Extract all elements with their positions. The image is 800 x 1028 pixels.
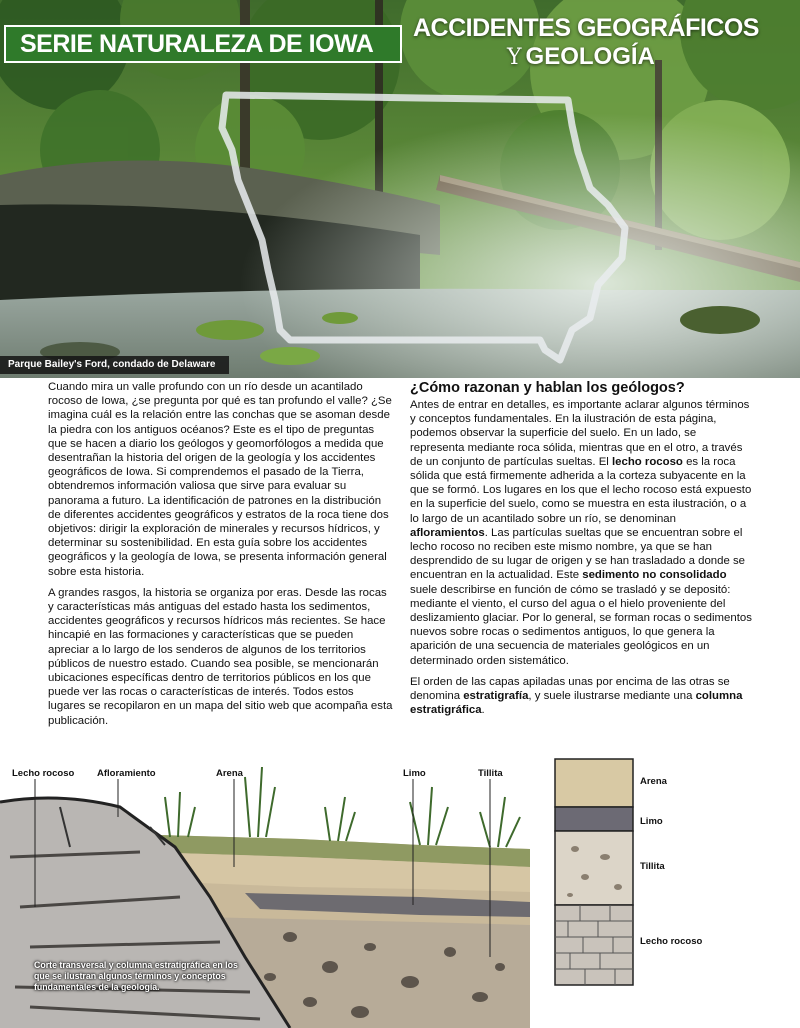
term-outcrops: afloramientos [410,526,485,539]
topic-heading [413,14,793,73]
label-bedrock: Lecho rocoso [12,768,75,779]
series-title: SERIE NATURALEZA DE IOWA [20,29,374,58]
left-column [48,380,394,735]
section-title: ¿Cómo razonan y hablan los geólogos? [410,380,685,396]
text-run: . [481,704,485,717]
term-stratigraphic-column: columna estratigráfica [410,690,743,717]
column-bedrock-layer [555,905,633,985]
photo-caption: Parque Bailey's Ford, condado de Delaware [0,356,229,374]
term-unconsolidated-sediment: sedimento no consolidado [582,569,727,582]
intro-paragraph: Cuando mira un valle profundo con un río desde un acantilado rocoso de Iowa, ¿se pregunta por qué es tan profundo el valle? ¿Se imagina cuál es la relación entre las conchas que se asoman desde la piedra con los antiguos océanos? Este es el tipo de preguntas que se hacen a diario los geólogos y geomorfólogos a medida que desentrañan la historia del origen de la geología y los accidentes geográficos de Iowa. Si comprendemos el pasado de la Tierra, obtendremos información valiosa que sirve para evaluar su panorama a futuro. La identificación de patrones en la distribución de diferentes accidentes geográficos y estratos de la roca tiene dos objetivos: dirigir la exploración de minerales y recursos hídricos, y determinar su sostenibilidad. En esta guía sobre los accidentes geográficos y la geología de Iowa, se presenta información general sobre esta historia. [48,381,392,578]
topic-line-1: ACCIDENTES GEOGRÁFICOS [413,14,759,42]
grass-tufts [165,767,520,847]
label-sand: Arena [216,768,243,779]
text-run: . Las partículas sueltas que se encuentran sobre el lecho rocoso no reciben este mismo nombre, ya que se han desprendido de su lugar de origen y se han trasladado a donde se encuentran en la actualidad. Este [410,526,746,582]
hero-photo [0,0,800,378]
illustration-caption: Corte transversal y columna estratigráfica en los que se ilustran algunos términos y conceptos fundamentales de la geología. [34,960,238,992]
text-run: El orden de las capas apiladas unas por encima de las otras se denomina [410,675,730,703]
column-label-till: Tillita [640,861,665,872]
text-run: , y suele ilustrarse mediante una [528,690,696,703]
history-paragraph: A grandes rasgos, la historia se organiza por eras. Desde las rocas y características más antiguas del estado hasta los sedimentos, accidentes geográficos y recursos hídricos más recientes. Se hace hincapié en las formaciones y características que se pueden apreciar a lo largo de los senderos de algunos de los territorios públicos de nuestro estado. Cuando sea posible, se mencionarán ubicaciones específicas dentro de territorios públicos en los que puede ver las rocas o características de interés. Todos estos lugares se recopilaron en un mapa del sitio web que acompaña esta publicación. [48,586,393,727]
column-till-layer [555,831,633,905]
term-bedrock: lecho rocoso [612,455,683,468]
label-till: Tillita [478,768,503,779]
label-silt: Limo [403,768,426,779]
text-run: suele describirse en función de cómo se trasladó y se depositó: mediante el viento, el curso del agua o el hielo proveniente del deslizamiento glaciar. Por lo general, se forman rocas o sedimentos nuevos sobre rocas o sedimentos antiguos, lo que genera la aparición de una secuencia de materiales geológicos en un determinado orden sistemático. [410,583,752,667]
text-run: es la roca sólida que está firmemente adherida a la corteza subyacente en la que se formó. Los lugares en los que el lecho rocoso está expuesto en la superficie del suelo, como se muestra en esta ilustración, o a lo largo de un acantilado sobre un río, se denominan [410,455,752,525]
series-banner [4,25,402,63]
column-label-bedrock: Lecho rocoso [640,936,703,947]
concepts-paragraph [410,398,752,668]
stratigraphic-column [555,759,633,985]
topic-conjunction: Y [507,45,522,70]
column-label-silt: Limo [640,816,663,827]
topic-geology: GEOLOGÍA [525,43,655,70]
label-outcrop: Afloramiento [97,768,156,779]
text-run: Antes de entrar en detalles, es importante aclarar algunos términos y conceptos fundamentales. En la ilustración de esta página, podemos observar la superficie del suelo. En un lado, se representa mediante roca sólida, mientras que en el otro, a través de un conjunto de partículas sueltas. El [410,399,750,468]
column-sand-layer [555,759,633,807]
stratigraphy-paragraph [410,675,752,718]
term-stratigraphy: estratigrafía [463,690,529,703]
column-silt-layer [555,807,633,831]
right-column [410,380,752,724]
topic-line-2 [413,42,793,73]
column-label-sand: Arena [640,776,667,787]
